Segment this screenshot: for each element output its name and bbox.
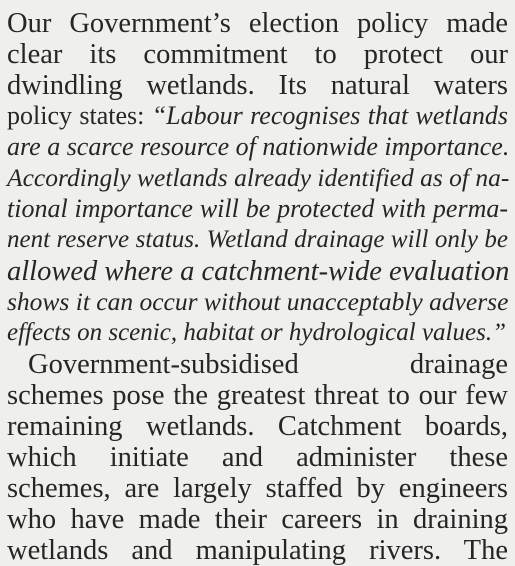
text-line: remaining wetlands. Catchment boards, bbox=[7, 411, 508, 442]
quote-line: nent reserve status. Wetland drainage will only be bbox=[7, 226, 508, 253]
text-line: policy states: “Labour recognises that wetlands bbox=[7, 101, 508, 130]
quote-line: tional importance will be protected with perma- bbox=[7, 194, 508, 223]
text-line: Our Government’s election policy made bbox=[7, 8, 508, 39]
quote-start: “Labour recognises that wetlands bbox=[151, 101, 508, 130]
quote-line: allowed where a catchment-wide evaluation bbox=[7, 256, 510, 287]
text-line: schemes, are largely staffed by engineers bbox=[7, 473, 508, 504]
text-line: dwindling wetlands. Its natural waters bbox=[7, 70, 508, 101]
text-line: schemes pose the greatest threat to our few bbox=[7, 380, 508, 411]
text-line: wetlands and manipulating rivers. The bbox=[7, 535, 508, 566]
quote-line: shows it can occur without unacceptably adverse bbox=[7, 287, 509, 316]
text-line: clear its commitment to protect our bbox=[7, 39, 508, 70]
quote-line: effects on scenic, habitat or hydrological values.” bbox=[7, 319, 506, 346]
text-line: who have made their careers in draining bbox=[7, 504, 508, 535]
quote-line: are a scarce resource of nationwide importance. bbox=[7, 132, 510, 161]
quote-line: Accordingly wetlands already identified as of na- bbox=[7, 163, 510, 192]
text-line: Government-subsidised drainage bbox=[28, 349, 508, 380]
text-line: which initiate and administer these bbox=[7, 442, 508, 473]
